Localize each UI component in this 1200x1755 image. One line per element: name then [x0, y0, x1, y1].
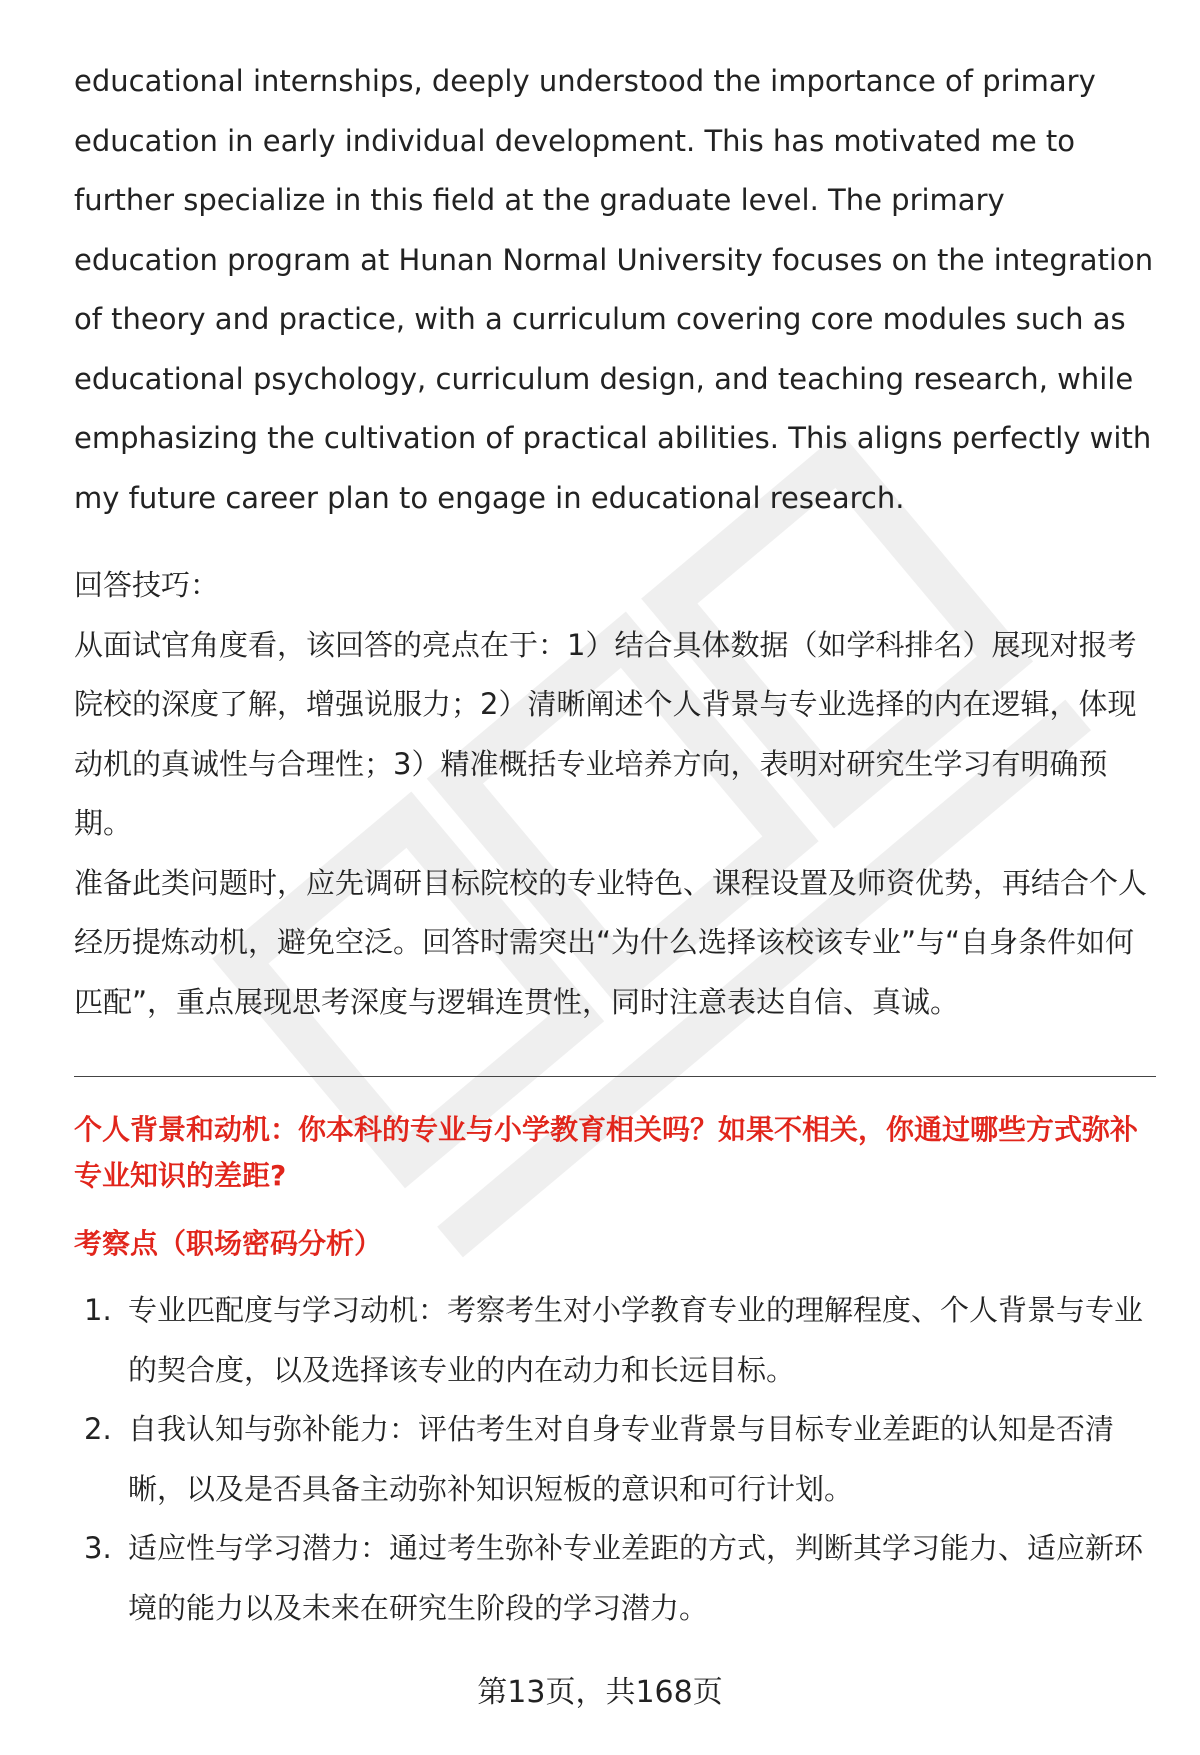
tips-paragraph-2: 准备此类问题时，应先调研目标院校的专业特色、课程设置及师资优势，再结合个人经历提炼动机，避免空泛。回答时需突出“为什么选择该校该专业”与“自身条件如何匹配”，重点展现思考深度与逻辑连贯性，同时注意表达自信、真诚。: [74, 865, 1148, 1019]
tips-heading: 回答技巧：: [74, 568, 220, 602]
list-number: 3.: [84, 1531, 112, 1565]
list-item: [74, 1281, 1156, 1400]
document-page: [74, 52, 1156, 1638]
page-footer: 第13页，共168页: [477, 1675, 723, 1710]
assessment-list: [74, 1281, 1156, 1638]
list-item-text: 自我认知与弥补能力：评估考生对自身专业背景与目标专业差距的认知是否清晰，以及是否具备主动弥补知识短板的意识和可行计划。: [128, 1412, 1115, 1506]
list-number: 1.: [84, 1293, 112, 1327]
assessment-heading: 考察点（职场密码分析）: [74, 1227, 383, 1260]
list-item: [74, 1400, 1156, 1519]
question-heading: 个人背景和动机：你本科的专业与小学教育相关吗？如果不相关，你通过哪些方式弥补专业知识的差距?: [74, 1113, 1139, 1192]
section-divider: [74, 1076, 1156, 1077]
list-item-text: 专业匹配度与学习动机：考察考生对小学教育专业的理解程度、个人背景与专业的契合度，以及选择该专业的内在动力和长远目标。: [128, 1293, 1144, 1387]
list-item-text: 适应性与学习潜力：通过考生弥补专业差距的方式，判断其学习能力、适应新环境的能力以及未来在研究生阶段的学习潜力。: [128, 1531, 1144, 1625]
intro-paragraph: educational internships, deeply understood the importance of primary education in early individual development. This has motivated me to further specialize in this field at the graduate level. The primary education program at Hunan Normal University focuses on the integration of theory and practice, with a curriculum covering core modules such as educational psychology, curriculum design, and teaching research, while emphasizing the cultivation of practical abilities. This aligns perfectly with my future career plan to engage in educational research.: [74, 64, 1154, 515]
list-item: [74, 1519, 1156, 1638]
tips-paragraph-1: 从面试官角度看，该回答的亮点在于：1）结合具体数据（如学科排名）展现对报考院校的深度了解，增强说服力；2）清晰阐述个人背景与专业选择的内在逻辑，体现动机的真诚性与合理性；3）精准概括专业培养方向，表明对研究生学习有明确预期。: [74, 627, 1137, 840]
list-number: 2.: [84, 1412, 112, 1446]
